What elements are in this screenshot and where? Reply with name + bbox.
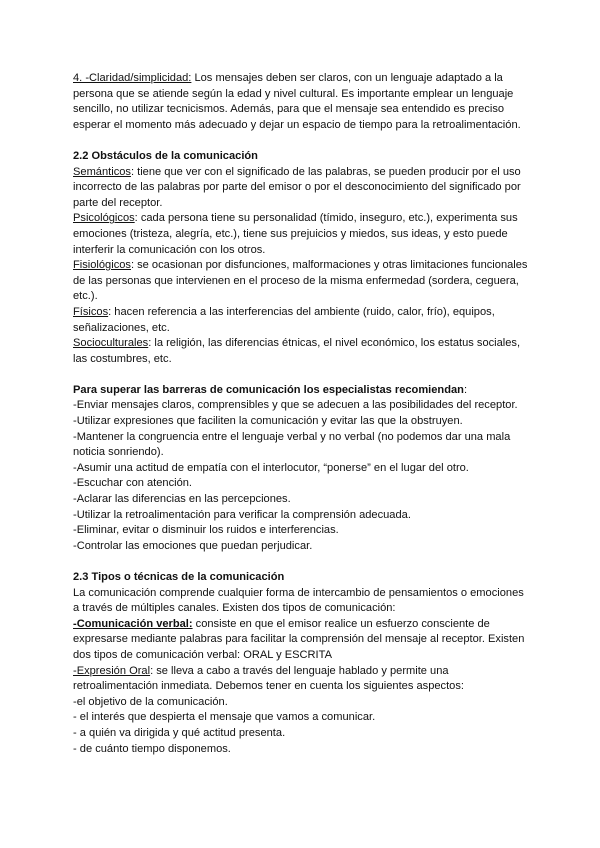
barrera-item: -Utilizar expresiones que faciliten la comunicación y evitar las que la obstruyen. xyxy=(73,415,463,428)
obstaculo-fisicos xyxy=(73,305,529,336)
obstaculo-semanticos xyxy=(73,165,529,212)
obstaculo-fisiologicos xyxy=(73,258,529,305)
aspecto-item: - de cuánto tiempo disponemos. xyxy=(73,742,231,755)
section-heading-tipos: 2.3 Tipos o técnicas de la comunicación xyxy=(73,571,285,583)
obstaculo-text: : tiene que ver con el significado de las palabras, se pueden producir por el uso incorrecto de las palabras por parte del emisor o por el desconocimiento del significado por parte del receptor. xyxy=(73,165,521,209)
barrera-item: -Aclarar las diferencias en las percepciones. xyxy=(73,493,291,506)
barrera-item: -Eliminar, evitar o disminuir los ruidos e interferencias. xyxy=(73,524,339,537)
obstaculo-socioculturales xyxy=(73,336,529,367)
barrera-item: -Escuchar con atención. xyxy=(73,477,193,490)
aspecto-item: - a quién va dirigida y qué actitud presenta. xyxy=(73,726,286,739)
comunicacion-verbal-text: consiste en que el emisor realice un esfuerzo consciente de expresarse mediante palabras para facilitar la comprensión del mensaje al receptor. Existen dos tipos de comunicación verbal: ORAL y ESCRITA xyxy=(73,617,525,661)
claridad-paragraph xyxy=(73,71,529,133)
expresion-oral-text: : se lleva a cabo a través del lenguaje hablado y permite una retroalimentación inmediata. Debemos tener en cuenta los siguientes aspectos: xyxy=(73,664,464,693)
barrera-item: -Mantener la congruencia entre el lenguaje verbal y no verbal (no podemos dar una mala noticia sonriendo). xyxy=(73,430,511,459)
obstaculo-text: : la religión, las diferencias étnicas, el nivel económico, los estatus sociales, las costumbres, etc. xyxy=(73,337,521,365)
aspecto-item: - el interés que despierta el mensaje que vamos a comunicar. xyxy=(73,711,376,724)
section-heading-barreras xyxy=(73,383,529,399)
claridad-label: 4. -Claridad/simplicidad: xyxy=(73,72,192,84)
expresion-oral-label: -Expresión Oral xyxy=(73,664,151,677)
comunicacion-verbal-label: -Comunicación verbal: xyxy=(73,617,193,630)
obstaculo-term: Socioculturales xyxy=(73,337,149,350)
barreras-heading: Para superar las barreras de comunicación los especialistas recomiendan xyxy=(73,383,464,396)
obstaculo-text: : se ocasionan por disfunciones, malformaciones y otras limitaciones funcionales de las personas que intervienen en el proceso de la misma enfermedad (sordera, ceguera, etc.). xyxy=(73,259,528,303)
obstaculo-term: Fisiológicos xyxy=(73,259,131,272)
obstaculo-psicologicos xyxy=(73,211,529,258)
aspecto-item: -el objetivo de la comunicación. xyxy=(73,695,228,708)
barrera-item: -Enviar mensajes claros, comprensibles y que se adecuen a las posibilidades del receptor. xyxy=(73,399,518,412)
page-content xyxy=(73,71,529,757)
obstaculo-term: Físicos xyxy=(73,305,109,318)
barrera-item: -Utilizar la retroalimentación para verificar la comprensión adecuada. xyxy=(73,508,411,521)
obstaculo-text: : cada persona tiene su personalidad (tímido, inseguro, etc.), experimenta sus emociones (tristeza, alegría, etc.), tiene sus prejuicios y miedos, sus ideas, y esto puede interferir la comunicación con los otros. xyxy=(73,212,518,256)
barreras-colon: : xyxy=(463,383,468,396)
tipos-intro: La comunicación comprende cualquier forma de intercambio de pensamientos o emociones a través de múltiples canales. Existen dos tipos de comunicación: xyxy=(73,586,524,615)
barrera-item: -Controlar las emociones que puedan perjudicar. xyxy=(73,539,313,552)
barrera-item: -Asumir una actitud de empatía con el interlocutor, “ponerse” en el lugar del otro. xyxy=(73,461,469,474)
section-heading-obstaculos: 2.2 Obstáculos de la comunicación xyxy=(73,149,258,162)
expresion-oral-paragraph xyxy=(73,664,529,695)
comunicacion-verbal-paragraph xyxy=(73,617,529,664)
obstaculo-term: Semánticos xyxy=(73,165,131,178)
obstaculo-term: Psicológicos xyxy=(73,212,135,225)
obstaculo-text: : hacen referencia a las interferencias del ambiente (ruido, calor, frío), equipos, señalizaciones, etc. xyxy=(73,305,495,334)
claridad-text: Los mensajes deben ser claros, con un lenguaje adaptado a la persona que se atiende según la edad y nivel cultural. Es importante emplear un lenguaje sencillo, no utilizar tecnicismos. Además, para que el mensaje sea entendido es preciso esperar el momento más adecuado y dejar un espacio de tiempo para la retroalimentación. xyxy=(73,72,521,131)
